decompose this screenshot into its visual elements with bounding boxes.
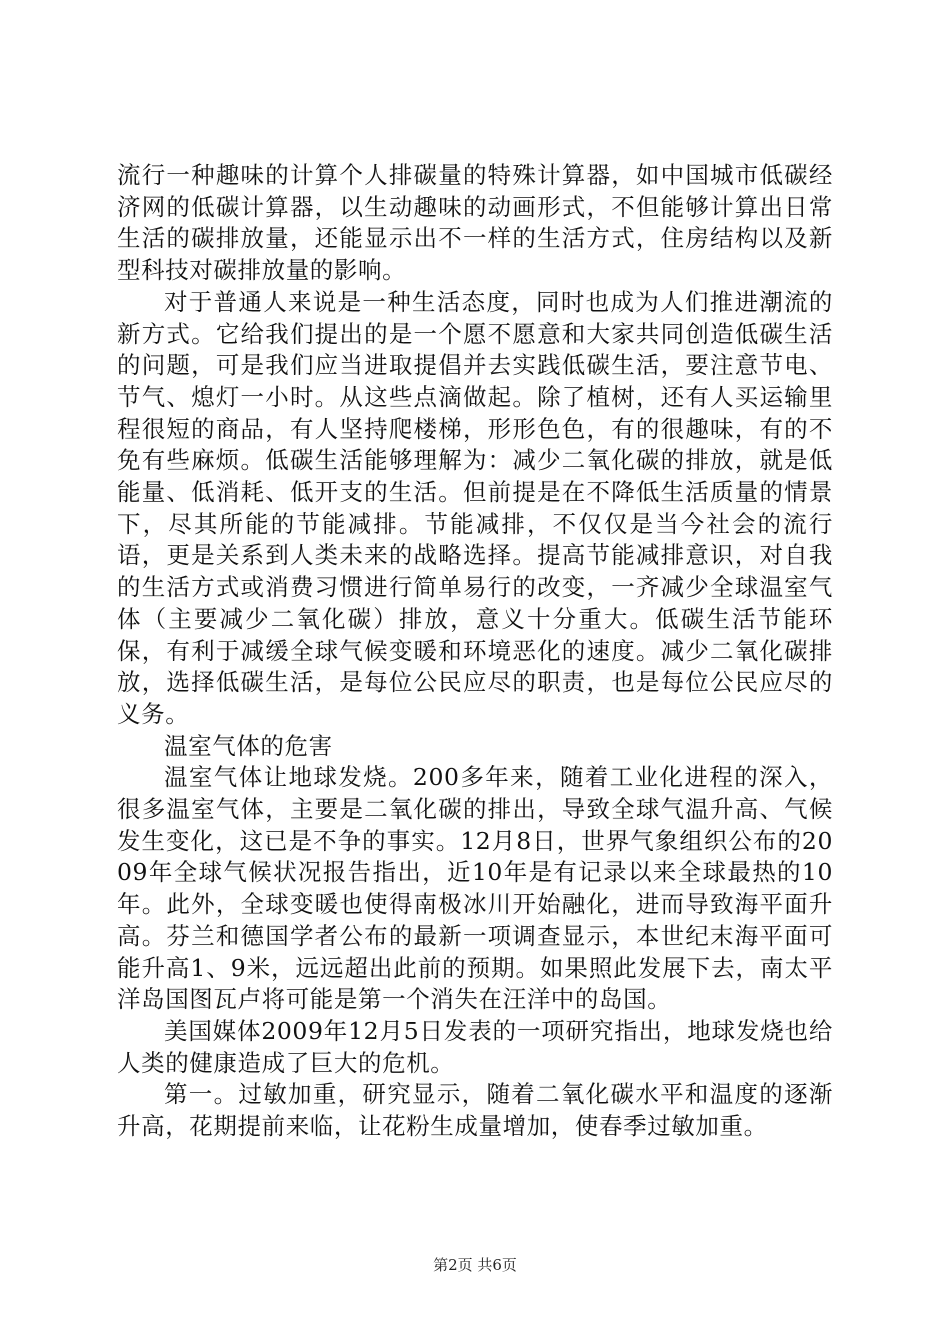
paragraph-global-warming: 温室气体让地球发烧。200多年来，随着工业化进程的深入，很多温室气体，主要是二氧化碳的排出，导致全球气温升高、气候发生变化，这已是不争的事实。12月8日，世界气象组织公布的2009年全球气候状况报告指出，近10年是有记录以来全球最热的10年。此外，全球变暖也使得南极冰川开始融化，进而导致海平面升高。芬兰和德国学者公布的最新一项调查显示，本世纪末海平面可能升高1、9米，远远超出此前的预期。如果照此发展下去，南太平洋岛国图瓦卢将可能是第一个消失在汪洋中的岛国。: [117, 763, 833, 1014]
paragraph-calculator: 流行一种趣味的计算个人排碳量的特殊计算器，如中国城市低碳经济网的低碳计算器，以生动趣味的动画形式，不但能够计算出日常生活的碳排放量，还能显示出不一样的生活方式，住房结构以及新型科技对碳排放量的影响。: [117, 161, 833, 285]
document-body: [117, 160, 833, 1143]
section-heading-greenhouse-harm: 温室气体的危害: [164, 731, 333, 760]
page-number-footer: 第2页 共6页: [433, 1256, 517, 1274]
paragraph-allergy: 第一。过敏加重，研究显示，随着二氧化碳水平和温度的逐渐升高，花期提前来临，让花粉生成量增加，使春季过敏加重。: [117, 1080, 833, 1141]
paragraph-health-crisis: 美国媒体2009年12月5日发表的一项研究指出，地球发烧也给人类的健康造成了巨大的危机。: [117, 1016, 833, 1077]
paragraph-low-carbon-life: 对于普通人来说是一种生活态度，同时也成为人们推进潮流的新方式。它给我们提出的是一个愿不愿意和大家共同创造低碳生活的问题，可是我们应当进取提倡并去实践低碳生活，要注意节电、节气、熄灯一小时。从这些点滴做起。除了植树，还有人买运输里程很短的商品，有人坚持爬楼梯，形形色色，有的很趣味，有的不免有些麻烦。低碳生活能够理解为：减少二氧化碳的排放，就是低能量、低消耗、低开支的生活。但前提是在不降低生活质量的情景下，尽其所能的节能减排。节能减排，不仅仅是当今社会的流行语，更是关系到人类未来的战略选择。提高节能减排意识，对自我的生活方式或消费习惯进行简单易行的改变，一齐减少全球温室气体（主要减少二氧化碳）排放，意义十分重大。低碳生活节能环保，有利于减缓全球气候变暖和环境恶化的速度。减少二氧化碳排放，选择低碳生活，是每位公民应尽的职责，也是每位公民应尽的义务。: [117, 287, 833, 728]
